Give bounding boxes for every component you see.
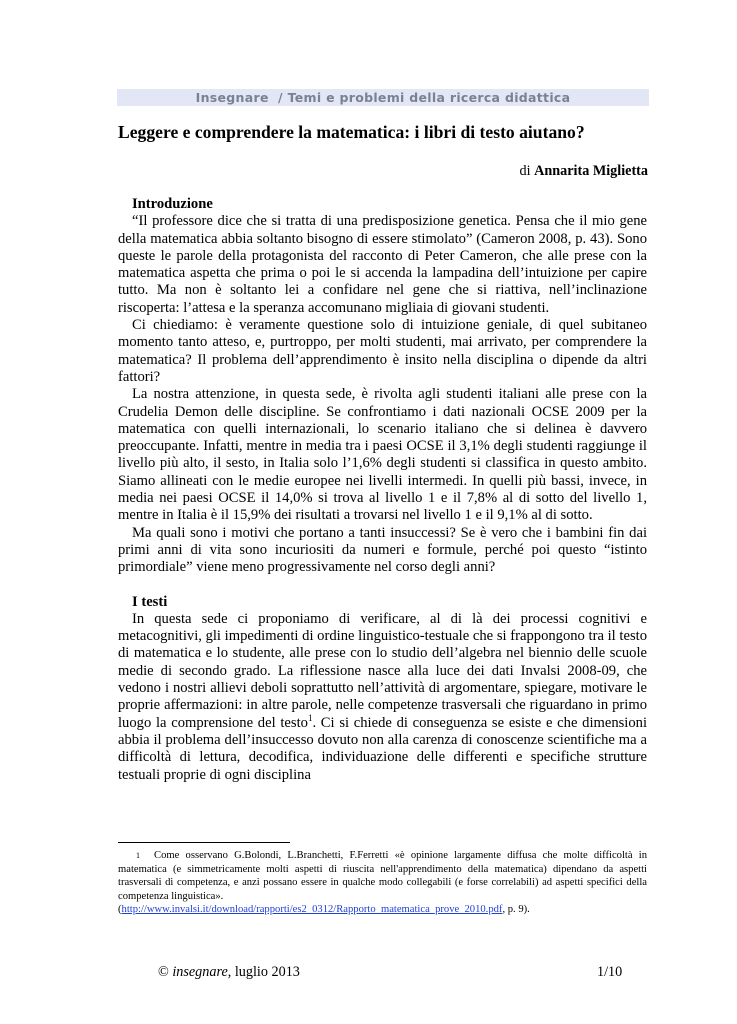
- body-paragraph: La nostra attenzione, in questa sede, è rivolta agli studenti italiani alle prese con la Crudelia Demon delle discipline. Se confrontiamo i dati nazionali OCSE 2009 per la matematica con quelli internazionali, lo scenario italiano che si delinea è davvero preoccupante. Infatti, mentre in media tra i paesi OCSE il 3,1% degli studenti raggiunge il livello più alto, il sesto, in Italia solo l’1,6% degli studenti si classifica in questo ambito. Siamo allineati con le medie europee nei livelli intermedi. In quelli più bassi, invece, in media nei paesi OCSE il 14,0% si trova al livello 1 e il 7,8% al di sotto del livello 1, mentre in Italia è il 15,9% dei risultati a trovarsi nel livello 1 e il 9,1% al di sotto.: [118, 386, 647, 524]
- article-body: [118, 196, 647, 784]
- body-paragraph: Ci chiediamo: è veramente questione solo di intuizione geniale, di quel subitaneo momento tanto atteso, e, purtroppo, per molti studenti, mai arrivato, per comprendere la matematica? Il problema dell’apprendimento è insito nella disciplina o dipende da altri fattori?: [118, 317, 647, 385]
- section-heading-introduzione: Introduzione: [132, 196, 213, 212]
- paragraph-text: . Ci si chiede di conseguenza se esiste e che dimensioni abbia il problema dell’insuccesso dovuto non alla carenza di conoscenze scientifiche ma a difficoltà di lettura, decodifica, individuazione delle differenti e specifiche strutture testuali proprie di ogni disciplina: [118, 714, 648, 783]
- body-paragraph: Ma quali sono i motivi che portano a tanti insuccessi? Se è vero che i bambini fin dai primi anni di vita sono incuriositi da numeri e formule, perché poi questo “istinto primordiale” viene meno progressivamente nel corso degli anni?: [118, 524, 647, 576]
- header-subsection: Temi e problemi della ricerca didattica: [287, 90, 571, 105]
- header-section: Insegnare: [195, 90, 269, 105]
- section-heading-i-testi: I testi: [132, 593, 168, 610]
- body-paragraph: [118, 611, 647, 784]
- author-prefix: di: [519, 163, 535, 179]
- footnote-link[interactable]: http://www.invalsi.it/download/rapporti/es2_0312/Rapporto_matematica_prove_2010.pdf: [121, 904, 503, 916]
- footnote-link-open: (: [118, 904, 122, 916]
- footnote-number: 1: [136, 851, 140, 860]
- paragraph-text: In questa sede ci proponiamo di verificare, al di là dei processi cognitivi e metacognitivi, gli impedimenti di ordine linguistico-testuale che si frappongono tra il testo di matematica e lo studente, alle prese con lo studio dell’algebra nel biennio delle scuole medie di secondo grado. La riflessione nasce alla luce dei dati Invalsi 2008-09, che vedono i nostri allievi deboli soprattutto nell’attività di argomentare, spiegare, motivare le proprie affermazioni: in altre parole, nelle competenze trasversali che riguardano in primo luogo la comprensione del testo: [118, 610, 647, 731]
- publication-name: insegnare: [172, 964, 228, 980]
- footnote-reference[interactable]: 1: [307, 712, 313, 723]
- page-number: 1/10: [597, 964, 623, 980]
- page-footer-copyright: [158, 964, 300, 981]
- article-title: Leggere e comprendere la matematica: i libri di testo aiutano?: [118, 122, 585, 142]
- footnote-separator: [118, 842, 290, 843]
- article-author: [520, 163, 648, 180]
- author-name: Annarita Miglietta: [534, 163, 648, 179]
- publication-date: , luglio 2013: [227, 964, 300, 980]
- footnote: [118, 849, 647, 917]
- copyright-symbol: ©: [158, 964, 173, 980]
- section-spacer: [118, 577, 647, 594]
- footnote-link-close: , p. 9).: [502, 904, 530, 916]
- running-header: [117, 89, 649, 106]
- body-paragraph: “Il professore dice che si tratta di una predisposizione genetica. Pensa che il mio gene della matematica abbia soltanto bisogno di essere stimolato” (Cameron 2008, p. 43). Sono queste le parole della protagonista del racconto di Peter Cameron, che alle prese con la matematica aspetta che prima o poi le si accenda la lampadina dell’intuizione per capire tutto. Ma non è soltanto lei a confidare nel gene che si riattiva, nell’inclinazione riscoperta: l’attesa e la speranza accomunano migliaia di giovani studenti.: [118, 213, 647, 316]
- header-separator: /: [268, 90, 288, 105]
- footnote-text: Come osservano G.Bolondi, L.Branchetti, F.Ferretti «è opinione largamente diffusa che molte difficoltà in matematica (e simmetricamente molti aspetti di riuscita nell'apprendimento della matematica) dipendano da aspetti trasversali di competenza, e anzi possano essere in qualche modo collegabili (e forse correlabili) ad aspetti specifici della competenza linguistica».: [118, 850, 647, 902]
